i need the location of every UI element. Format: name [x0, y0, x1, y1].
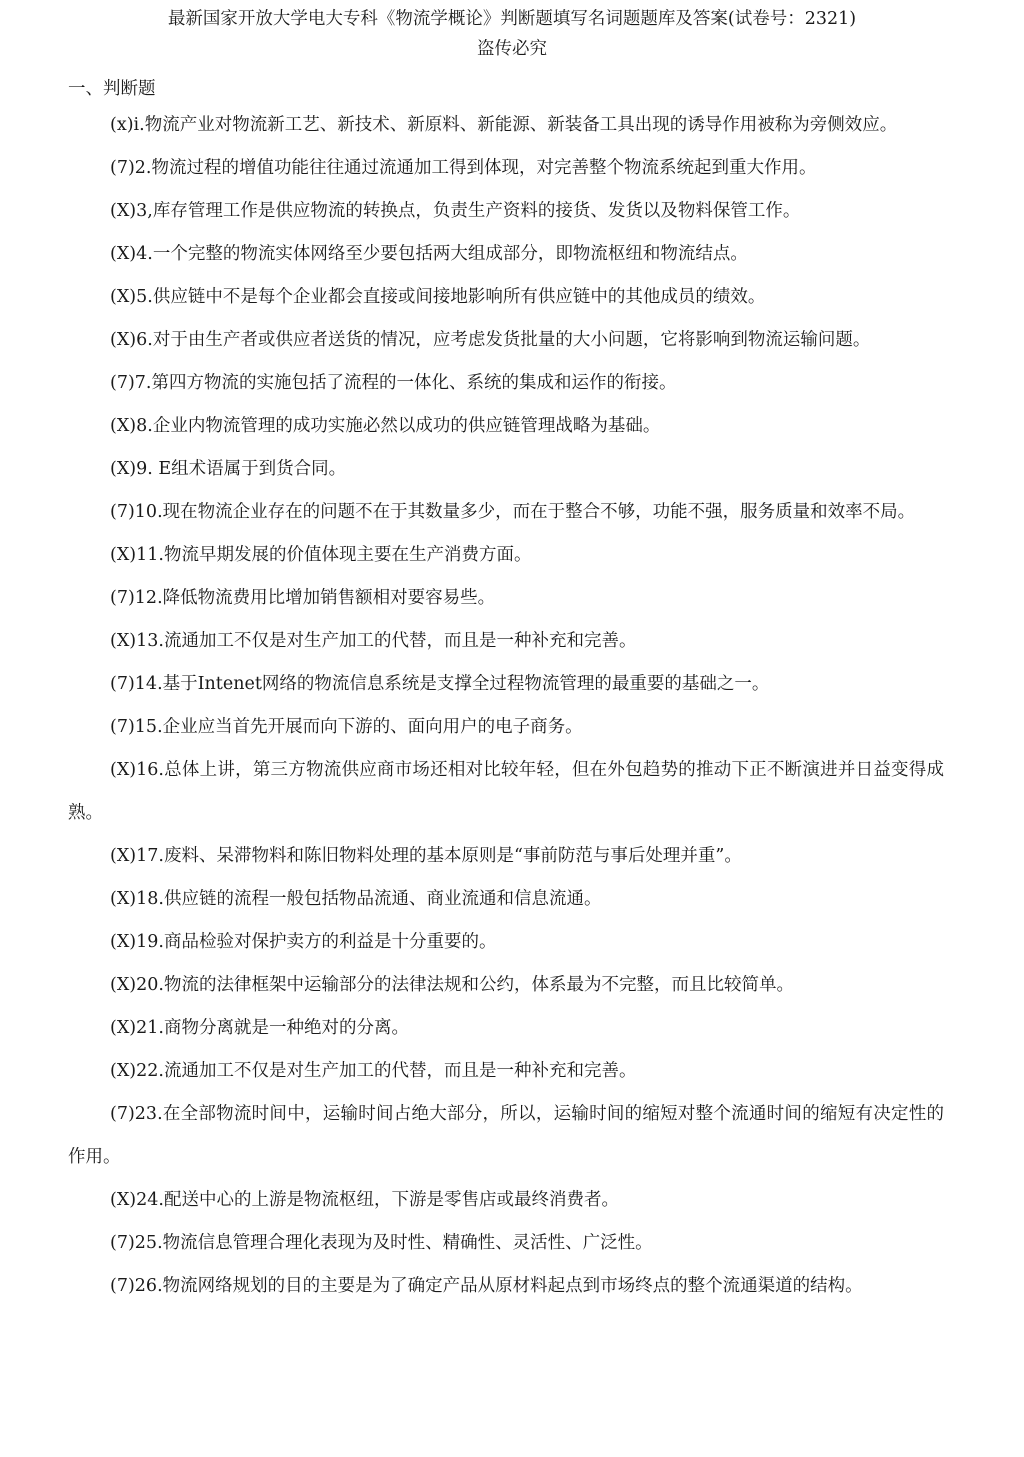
list-item	[0, 104, 1024, 147]
question-text: 16.总体上讲，第三方物流供应商市场还相对比较年轻，但在外包趋势的推动下正不断演进并日益变得成熟。	[68, 760, 944, 823]
answer-mark: (X)	[110, 416, 137, 436]
answer-mark: (7)	[110, 502, 135, 522]
question-text: i.物流产业对物流新工艺、新技术、新原料、新能源、新装备工具出现的诱导作用被称为旁侧效应。	[133, 115, 898, 135]
answer-mark: (X)	[110, 932, 137, 952]
answer-mark: (X)	[110, 975, 137, 995]
answer-mark: (7)	[110, 674, 135, 694]
question-text: 22.流通加工不仅是对生产加工的代替，而且是一种补充和完善。	[136, 1061, 637, 1081]
answer-mark: (X)	[110, 760, 137, 780]
question-text: 5.供应链中不是每个企业都会直接或间接地影响所有供应链中的其他成员的绩效。	[136, 287, 766, 307]
list-item	[0, 921, 1024, 964]
question-text: 14.基于Intenet网络的物流信息系统是支撑全过程物流管理的最重要的基础之一。	[134, 674, 770, 694]
question-text: 13.流通加工不仅是对生产加工的代替，而且是一种补充和完善。	[136, 631, 637, 651]
list-item	[0, 1093, 1024, 1179]
list-item	[0, 1222, 1024, 1265]
question-text: 9. E组术语属于到货合同。	[136, 459, 347, 479]
question-text: 23.在全部物流时间中，运输时间占绝大部分，所以，运输时间的缩短对整个流通时间的缩短有决定性的作用。	[68, 1104, 944, 1167]
list-item	[0, 577, 1024, 620]
question-text: 26.物流网络规划的目的主要是为了确定产品从原材料起点到市场终点的整个流通渠道的结构。	[134, 1276, 863, 1296]
list-item	[0, 405, 1024, 448]
list-item	[0, 878, 1024, 921]
answer-mark: (7)	[110, 1233, 135, 1253]
question-text: 12.降低物流费用比增加销售额相对要容易些。	[134, 588, 496, 608]
list-item	[0, 319, 1024, 362]
question-text: 15.企业应当首先开展而向下游的、面向用户的电子商务。	[134, 717, 583, 737]
question-text: 7.第四方物流的实施包括了流程的一体化、系统的集成和运作的衔接。	[134, 373, 677, 393]
list-item	[0, 147, 1024, 190]
question-text: 21.商物分离就是一种绝对的分离。	[136, 1018, 409, 1038]
question-text: 4.一个完整的物流实体网络至少要包括两大组成部分，即物流枢纽和物流结点。	[136, 244, 748, 264]
answer-mark: (x)	[110, 115, 134, 135]
question-text: 11.物流早期发展的价值体现主要在生产消费方面。	[136, 545, 532, 565]
document-subtitle: 盗传必究	[477, 39, 547, 59]
list-item	[0, 1007, 1024, 1050]
question-text: 3,库存管理工作是供应物流的转换点，负责生产资料的接货、发货以及物料保管工作。	[136, 201, 801, 221]
question-text: 18.供应链的流程一般包括物品流通、商业流通和信息流通。	[136, 889, 602, 909]
answer-mark: (7)	[110, 717, 135, 737]
answer-mark: (X)	[110, 545, 137, 565]
list-item	[0, 706, 1024, 749]
question-text: 20.物流的法律框架中运输部分的法律法规和公约，体系最为不完整，而且比较简单。	[136, 975, 794, 995]
question-text: 10.现在物流企业存在的问题不在于其数量多少，而在于整合不够，功能不强，服务质量和效率不局。	[134, 502, 916, 522]
section-heading: 一、判断题	[68, 79, 156, 99]
list-item	[0, 1179, 1024, 1222]
answer-mark: (X)	[110, 846, 137, 866]
answer-mark: (7)	[110, 588, 135, 608]
document-title: 最新国家开放大学电大专科《物流学概论》判断题填写名词题题库及答案(试卷号：2321)	[167, 9, 857, 29]
list-item	[0, 362, 1024, 405]
list-item	[0, 964, 1024, 1007]
list-item	[0, 190, 1024, 233]
answer-mark: (X)	[110, 889, 137, 909]
question-text: 17.废料、呆滞物料和陈旧物料处理的基本原则是“事前防范与事后处理并重”。	[136, 846, 742, 866]
answer-mark: (X)	[110, 459, 137, 479]
answer-mark: (X)	[110, 244, 137, 264]
question-text: 8.企业内物流管理的成功实施必然以成功的供应链管理战略为基础。	[136, 416, 661, 436]
list-item	[0, 233, 1024, 276]
answer-mark: (7)	[110, 373, 135, 393]
question-text: 19.商品检验对保护卖方的利益是十分重要的。	[136, 932, 497, 952]
question-list	[0, 104, 1024, 1308]
answer-mark: (X)	[110, 287, 137, 307]
list-item	[0, 448, 1024, 491]
answer-mark: (X)	[110, 330, 137, 350]
list-item	[0, 663, 1024, 706]
question-text: 6.对于由生产者或供应者送货的情况，应考虑发货批量的大小问题，它将影响到物流运输问题。	[136, 330, 871, 350]
list-item	[0, 276, 1024, 319]
answer-mark: (X)	[110, 631, 137, 651]
list-item	[0, 534, 1024, 577]
list-item	[0, 491, 1024, 534]
question-text: 2.物流过程的增值功能往往通过流通加工得到体现，对完善整个物流系统起到重大作用。	[134, 158, 817, 178]
answer-mark: (7)	[110, 158, 135, 178]
answer-mark: (X)	[110, 1190, 137, 1210]
answer-mark: (7)	[110, 1276, 135, 1296]
answer-mark: (X)	[110, 1018, 137, 1038]
list-item	[0, 1050, 1024, 1093]
list-item	[0, 835, 1024, 878]
list-item	[0, 749, 1024, 835]
list-item	[0, 620, 1024, 663]
answer-mark: (X)	[110, 1061, 137, 1081]
answer-mark: (X)	[110, 201, 137, 221]
answer-mark: (7)	[110, 1104, 135, 1124]
list-item	[0, 1265, 1024, 1308]
question-text: 24.配送中心的上游是物流枢纽，下游是零售店或最终消费者。	[136, 1190, 619, 1210]
question-text: 25.物流信息管理合理化表现为及时性、精确性、灵活性、广泛性。	[134, 1233, 653, 1253]
